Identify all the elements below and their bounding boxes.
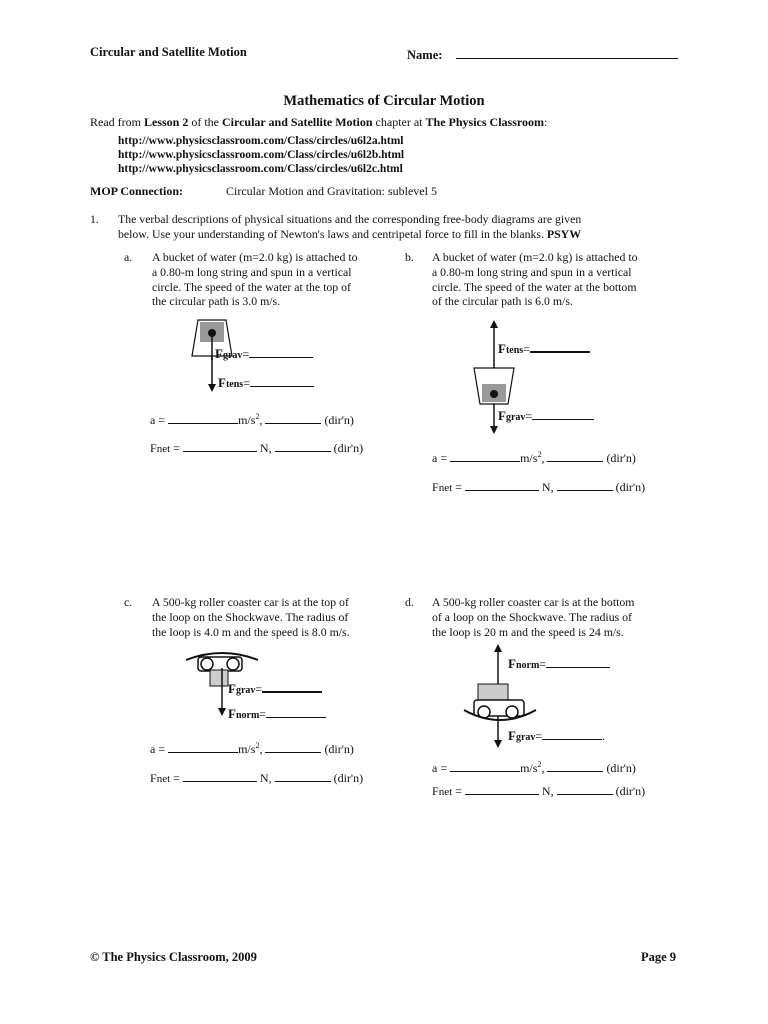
accel-blank[interactable] [168, 412, 238, 424]
fgrav-label-d: Fgrav= . [508, 728, 606, 743]
site-name: The Physics Classroom [425, 115, 544, 129]
footer-copyright: © The Physics Classroom, 2009 [90, 950, 257, 964]
lesson-name: Lesson 2 [143, 115, 189, 129]
question-text: The verbal descriptions of physical situations and the corresponding free-body diagrams are given below. Use your understanding of Newton's laws and centripetal force to fill in the blanks. PSYW [118, 212, 582, 241]
url-link[interactable]: http://www.physicsclassroom.com/Class/circles/u6l2a.html [118, 135, 404, 147]
dirn-blank[interactable] [547, 760, 603, 772]
accel-row-d: $a = m/s^2$, (dir'n) [432, 760, 636, 775]
part-letter: d. [405, 595, 414, 609]
question-number: 1. [90, 212, 99, 226]
fgrav-label-b: Fgrav= [498, 408, 594, 424]
dirn-blank[interactable] [265, 741, 321, 753]
part-c-description: A 500-kg roller coaster car is at the top of the loop on the Shockwave. The radius of the loop is 4.0 m and the speed is 8.0 m/s. [152, 595, 350, 639]
page-title: Mathematics of Circular Motion [283, 93, 485, 109]
ftens-blank[interactable] [250, 375, 314, 387]
accel-row-a: $a = m/s^2$, (dir'n) [150, 412, 354, 427]
accel-blank[interactable] [450, 450, 520, 462]
fnorm-blank[interactable] [266, 706, 326, 718]
fnet-blank[interactable] [465, 479, 539, 491]
intro-text: Read from Lesson 2 of the Circular and Satellite Motion chapter at The Physics Classroom: [90, 115, 548, 129]
ftens-label-a: Ftens= [218, 375, 314, 391]
dirn-blank[interactable] [265, 412, 321, 424]
part-letter: b. [405, 250, 414, 264]
fnorm-label-d: Fnorm= [508, 656, 610, 672]
fnet-blank[interactable] [183, 440, 257, 452]
part-a-description: A bucket of water (m=2.0 kg) is attached to a 0.80-m long string and spun in a vertical circle. The speed of the water at the top of the circular path is 3.0 m/s. [152, 250, 358, 309]
accel-row-b: $a = m/s^2$, (dir'n) [432, 450, 636, 465]
fgrav-blank[interactable] [262, 680, 322, 693]
fnet-row-c: Fnet = N, (dir'n) [150, 771, 364, 785]
chapter-name: Circular and Satellite Motion [221, 115, 373, 129]
fnet-row-d: Fnet = N, (dir'n) [432, 784, 646, 798]
name-field[interactable] [407, 45, 678, 63]
header-title: Circular and Satellite Motion [90, 45, 247, 59]
accel-blank[interactable] [450, 760, 520, 772]
accel-row-c: $a = m/s^2$, (dir'n) [150, 741, 354, 756]
fnet-row-a: Fnet = N, (dir'n) [150, 441, 364, 455]
fgrav-blank[interactable] [542, 728, 602, 740]
fgrav-label-a: Fgrav= [215, 346, 313, 362]
fnet-blank[interactable] [183, 770, 257, 782]
mop-text: Circular Motion and Gravitation: sublevel 5 [226, 184, 437, 198]
name-label: Name: [407, 48, 443, 62]
ftens-blank[interactable] [530, 340, 590, 353]
fnorm-label-c: Fnorm= [228, 706, 326, 722]
fnet-row-b: Fnet = N, (dir'n) [432, 480, 646, 494]
fgrav-blank[interactable] [532, 408, 594, 420]
dirn-blank[interactable] [547, 450, 603, 462]
part-letter: c. [124, 595, 133, 609]
accel-blank[interactable] [168, 741, 238, 753]
page-number: Page 9 [641, 950, 677, 964]
part-letter: a. [124, 250, 133, 264]
part-b-description: A bucket of water (m=2.0 kg) is attached to a 0.80-m long string and spun in a vertical circle. The speed of the water at the bottom of the circular path is 6.0 m/s. [432, 250, 638, 309]
dirn-blank[interactable] [557, 783, 613, 795]
dirn-blank[interactable] [557, 479, 613, 491]
fgrav-blank[interactable] [249, 346, 313, 358]
dirn-blank[interactable] [275, 440, 331, 452]
ftens-label-b: Ftens= [498, 340, 590, 357]
fnet-blank[interactable] [465, 783, 539, 795]
fnorm-blank[interactable] [546, 656, 610, 668]
psyw-label: PSYW [546, 226, 581, 241]
part-d-description: A 500-kg roller coaster car is at the bottom of a loop on the Shockwave. The radius of the loop is 20 m and the speed is 24 m/s. [432, 595, 635, 639]
dirn-blank[interactable] [275, 770, 331, 782]
name-blank[interactable] [456, 45, 678, 59]
url-link[interactable]: http://www.physicsclassroom.com/Class/circles/u6l2c.html [118, 163, 403, 175]
url-link[interactable]: http://www.physicsclassroom.com/Class/circles/u6l2b.html [118, 149, 405, 161]
mop-label: MOP Connection: [90, 184, 183, 198]
fgrav-label-c: Fgrav= [228, 680, 322, 697]
